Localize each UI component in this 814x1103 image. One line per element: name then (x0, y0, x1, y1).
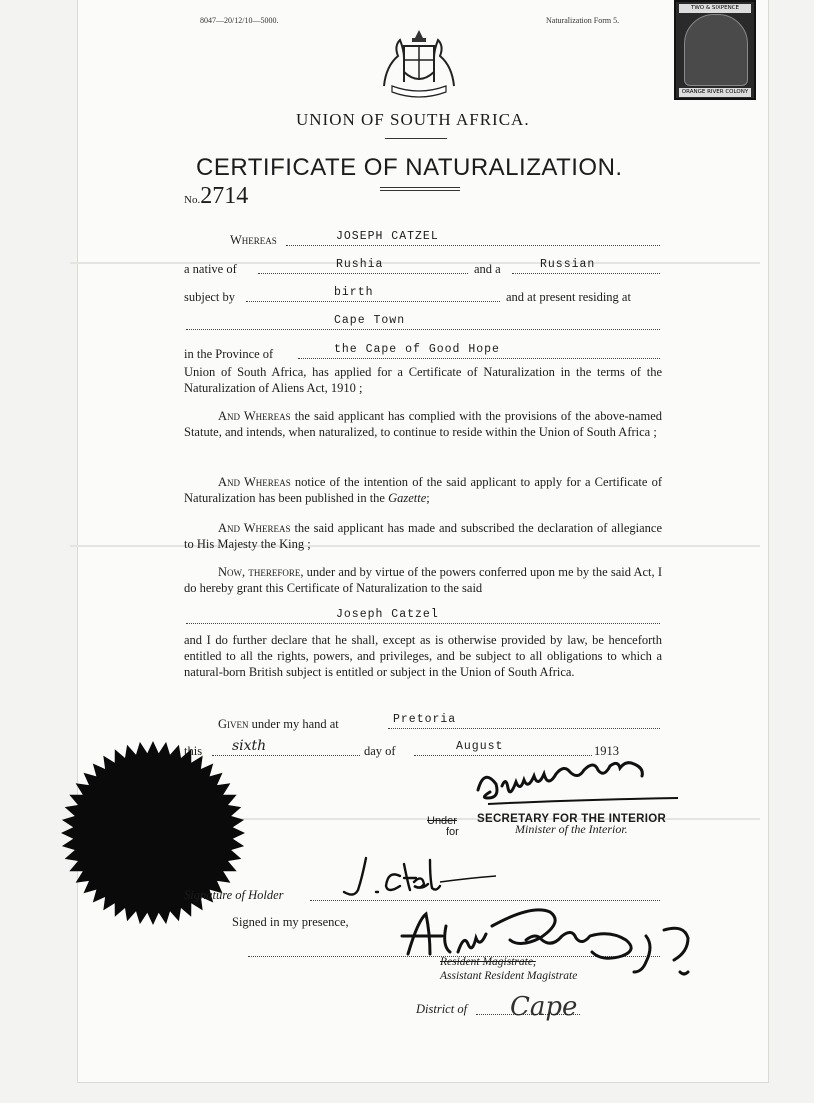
paragraph-complied (184, 408, 662, 440)
holder-name: JOSEPH CATZEL (336, 230, 439, 243)
day-of-label: day of (364, 744, 396, 758)
paragraph-grant (184, 564, 662, 596)
gazette-text: Gazette (388, 491, 427, 505)
and-whereas-label: And Whereas (218, 409, 291, 423)
revenue-stamp (674, 0, 756, 100)
assistant-magistrate: Assistant Resident Magistrate (440, 970, 578, 982)
province-value: the Cape of Good Hope (334, 343, 500, 356)
divider (385, 138, 447, 139)
presence-label: Signed in my presence, (232, 915, 349, 929)
residence-value: Cape Town (334, 314, 406, 327)
dotted-fill (512, 273, 660, 274)
divider (380, 187, 460, 188)
stamp-top-text: TWO & SIXPENCE (679, 4, 751, 13)
form-name: Naturalization Form 5. (546, 16, 620, 25)
whereas-label: Whereas (230, 233, 277, 247)
dotted-fill (246, 301, 500, 302)
year-value: 1913 (594, 744, 619, 758)
number-value: 2714 (200, 183, 249, 209)
divider (380, 190, 460, 191)
nationality-value: Russian (540, 258, 596, 271)
minister-title: Minister of the Interior. (515, 822, 628, 836)
paragraph-notice-text: notice of the intention of the said applicant to apply for a Certificate of Naturalization has been published in the (184, 475, 662, 505)
given-label: Given (218, 717, 249, 731)
for-label: for (446, 826, 459, 838)
native-of-value: Rushia (336, 258, 384, 271)
certificate-title: CERTIFICATE OF NATURALIZATION. (196, 154, 623, 181)
grant-name: Joseph Catzel (336, 608, 439, 621)
given-rest: under my hand at (251, 717, 339, 731)
secretary-stamp: SECRETARY FOR THE INTERIOR (477, 813, 667, 825)
holder-signature (330, 852, 500, 902)
resident-magistrate: Resident Magistrate, (440, 956, 536, 968)
dotted-fill (414, 755, 592, 756)
now-therefore-label: Now, therefore, (218, 565, 304, 579)
district-label: District of (416, 1002, 468, 1016)
paragraph-allegiance (184, 520, 662, 552)
minister-signature (468, 760, 688, 812)
residing-label: and at present residing at (506, 290, 631, 304)
district-value: Cape (510, 992, 578, 1022)
stamp-bottom-text: ORANGE RIVER COLONY (679, 88, 751, 97)
subject-by-value: birth (334, 286, 374, 299)
subject-by-label: subject by (184, 290, 236, 304)
dotted-fill (286, 245, 660, 246)
native-of-label: a native of (184, 262, 237, 276)
month-value: August (456, 740, 504, 753)
this-label: this (184, 744, 203, 758)
king-portrait-icon (684, 14, 748, 86)
day-value: sixth (232, 738, 267, 754)
paragraph-applied: Union of South Africa, has applied for a Certificate of Naturalization in the terms of the Naturalization of Aliens Act, 1910 ; (184, 365, 662, 395)
coat-of-arms-icon (376, 28, 462, 100)
paragraph-complied-text: the said applicant has complied with the provisions of the above-named Statute, and intends, when naturalized, to continue to reside within the Union of South Africa ; (184, 409, 663, 439)
union-heading: UNION OF SOUTH AFRICA. (296, 110, 530, 129)
print-reference: 8047—20/12/10—5000. (200, 16, 279, 25)
number-prefix: No. (184, 194, 201, 206)
paragraph-notice-end: ; (426, 491, 430, 505)
dotted-fill (388, 728, 660, 729)
and-whereas-label: And Whereas (218, 475, 291, 489)
paragraph-grant-text: under and by virtue of the powers conferred upon me by the said Act, I do hereby grant this Certificate of Naturalization to the said (184, 565, 662, 595)
dotted-fill (258, 273, 468, 274)
dotted-fill (186, 329, 660, 330)
paragraph-notice (184, 474, 662, 506)
certificate-number (184, 183, 248, 210)
and-a-label: and a (474, 262, 501, 276)
under-struck: Under (427, 815, 457, 827)
dotted-fill (298, 358, 660, 359)
holder-signature-label: Signature of Holder (184, 888, 284, 902)
and-whereas-label: And Whereas (218, 521, 291, 535)
paragraph-allegiance-text: the said applicant has made and subscribed the declaration of allegiance to His Majesty the King ; (184, 521, 662, 551)
paragraph-declare: and I do further declare that he shall, except as is otherwise provided by law, be henceforth entitled to all the rights, powers, and privileges, and be subject to all obligations to which a natural-born British subject is entitled or subject in the Union of South Africa. (184, 633, 662, 679)
dotted-fill (186, 623, 660, 624)
given-place: Pretoria (393, 713, 457, 726)
province-label: in the Province of (184, 347, 274, 361)
given-line (218, 716, 339, 732)
